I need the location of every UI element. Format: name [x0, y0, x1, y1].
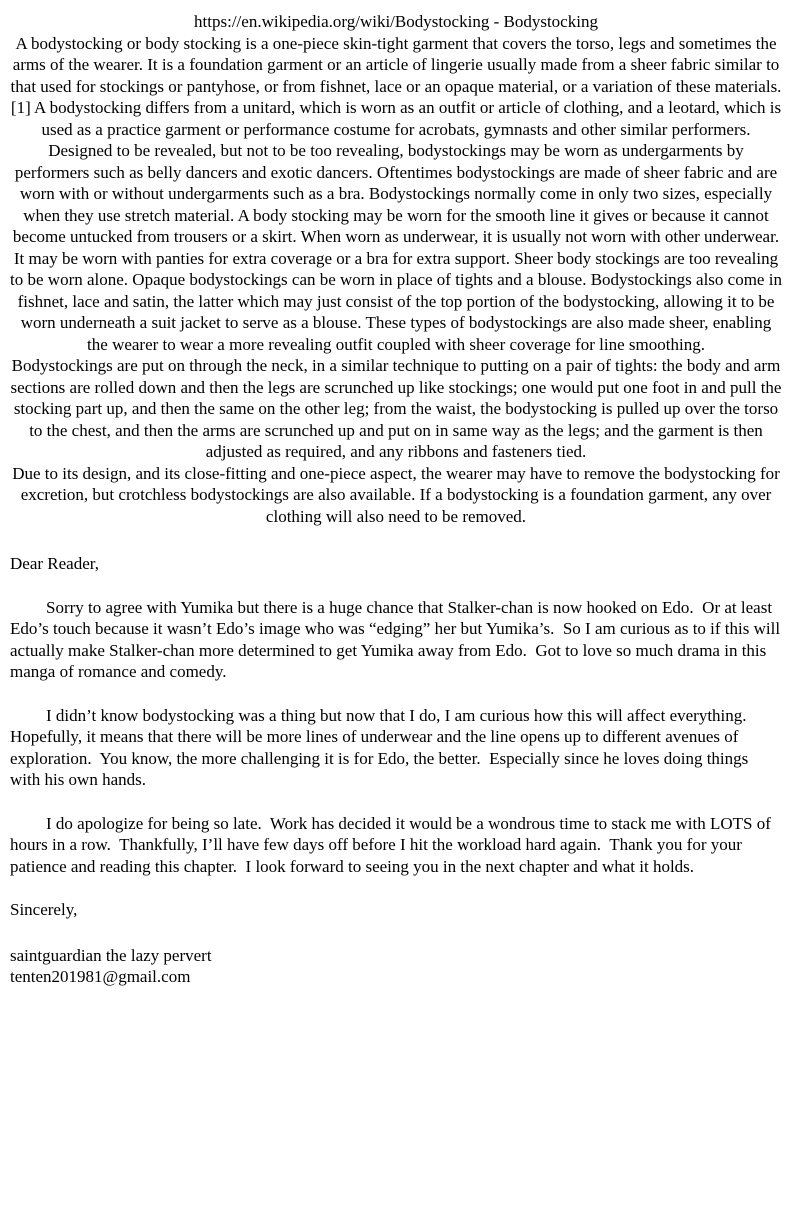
- letter-closing: Sincerely,: [10, 900, 78, 919]
- source-url-line: https://en.wikipedia.org/wiki/Bodystocking - Bodystocking: [194, 12, 598, 31]
- wiki-excerpt: [10, 11, 782, 527]
- wiki-paragraph-description: A bodystocking or body stocking is a one-piece skin-tight garment that covers the torso, legs and sometimes the arms of the wearer. It is a foundation garment or an article of lingerie usually made from a sheer fabric similar to that used for stockings or pantyhose, or from fishnet, lace or an opaque material, or a variation of these materials.[1] A bodystocking differs from a unitard, which is worn as an outfit or article of clothing, and a leotard, which is used as a practice garment or performance costume for acrobats, gymnasts and other similar performers. Designed to be revealed, but not to be too revealing, bodystockings may be worn as undergarments by performers such as belly dancers and exotic dancers. Oftentimes bodystockings are made of sheer fabric and are worn with or without undergarments such as a bra. Bodystockings normally come in only two sizes, especially when they use stretch material. A body stocking may be worn for the smooth line it gives or because it cannot become untucked from trousers or a skirt. When worn as underwear, it is usually not worn with other underwear. It may be worn with panties for extra coverage or a bra for extra support. Sheer body stockings are too revealing to be worn alone. Opaque bodystockings can be worn in place of tights and a blouse. Bodystockings also come in fishnet, lace and satin, the latter which may just consist of the top portion of the bodystocking, allowing it to be worn underneath a suit jacket to serve as a blouse. These types of bodystockings are also made sheer, enabling the wearer to wear a more revealing outfit coupled with sheer coverage for line smoothing.: [10, 33, 782, 354]
- letter-salutation: Dear Reader,: [10, 554, 99, 573]
- wiki-paragraph-wearing: Bodystockings are put on through the neck, in a similar technique to putting on a pair of tights: the body and arm sections are rolled down and then the legs are scrunched up like stockings; one would put one foot in and pull the stocking part up, and then the same on the other leg; from the waist, the bodystocking is pulled up over the torso to the chest, and then the arms are scrunched up and put on in same way as the legs; and the garment is then adjusted as required, and any ribbons and fasteners tied.: [10, 356, 782, 461]
- signature-email: tenten201981@gmail.com: [10, 967, 191, 986]
- signature-name: saintguardian the lazy pervert: [10, 945, 212, 965]
- wiki-paragraph-design: Due to its design, and its close-fitting and one-piece aspect, the wearer may have to remove the bodystocking for excretion, but crotchless bodystockings are also available. If a bodystocking is a foundation garment, any over clothing will also need to be removed.: [12, 463, 780, 526]
- translator-letter: [10, 553, 785, 988]
- letter-paragraph-2: I didn’t know bodystocking was a thing but now that I do, I am curious how this will affect everything. Hopefully, it means that there will be more lines of underwear and the line opens up to different avenues of exploration. You know, the more challenging it is for Edo, the better. Especially since he loves doing things with his own hands.: [10, 705, 756, 789]
- letter-paragraph-3: I do apologize for being so late. Work has decided it would be a wondrous time to stack me with LOTS of hours in a row. Thankfully, I’ll have few days off before I hit the workload hard again. Thank you for your patience and reading this chapter. I look forward to seeing you in the next chapter and what it holds.: [10, 813, 776, 876]
- letter-paragraph-1: Sorry to agree with Yumika but there is a huge chance that Stalker-chan is now hooked on Edo. Or at least Edo’s touch because it wasn’t Edo’s image who was “edging” her but Yumika’s. So I am curious as to if this will actually make Stalker-chan more determined to get Yumika away from Edo. Got to love so much drama in this manga of romance and comedy.: [10, 597, 785, 681]
